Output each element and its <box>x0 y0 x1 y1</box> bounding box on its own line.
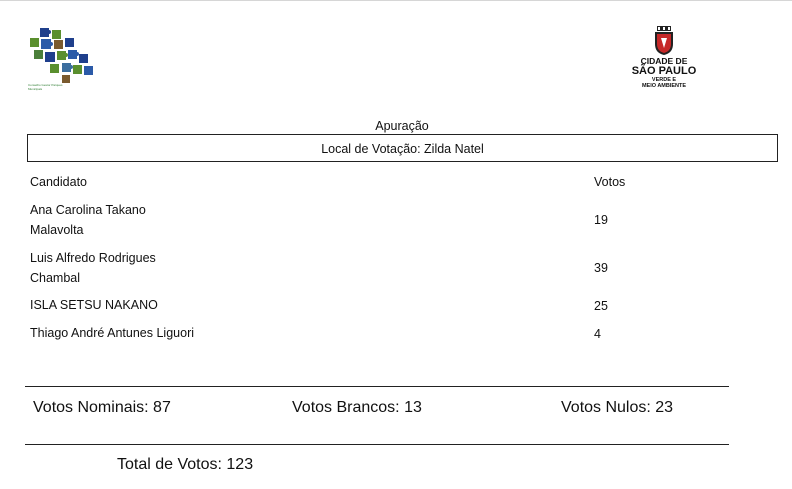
candidate-name <box>30 295 210 315</box>
total-votes: Total de Votos: 123 <box>117 456 254 473</box>
top-border <box>0 0 792 1</box>
divider-line <box>25 386 729 387</box>
candidate-name-line1: Luis Alfredo Rodrigues <box>30 251 156 265</box>
logo-caption: Conselho Gestor Parques Municipais <box>28 83 63 91</box>
candidate-name-line2: Chambal <box>30 271 81 285</box>
candidate-votes: 39 <box>594 261 608 275</box>
divider-line <box>25 444 729 445</box>
city-logo-line2: SÃO PAULO <box>631 65 697 77</box>
votes-column-header: Votos <box>594 175 626 189</box>
candidate-votes: 4 <box>594 327 601 341</box>
crest-icon <box>652 26 676 56</box>
nominal-votes: Votos Nominais: 87 <box>33 399 171 416</box>
candidate-name <box>30 323 210 343</box>
candidate-name-line1: ISLA SETSU NAKANO <box>30 298 158 312</box>
page-title: Apuração <box>375 119 429 133</box>
city-logo-line4: MEIO AMBIENTE <box>641 83 687 89</box>
candidate-column-header: Candidato <box>30 175 87 189</box>
city-logo-line3: VERDE E <box>651 77 677 83</box>
city-logo <box>628 26 700 89</box>
candidate-votes: 19 <box>594 213 608 227</box>
location-box <box>27 134 778 162</box>
candidate-votes: 25 <box>594 299 608 313</box>
candidate-name <box>30 200 210 240</box>
candidate-name <box>30 248 210 288</box>
city-logo-line1: CIDADE DE <box>640 56 688 66</box>
candidate-name-line1: Ana Carolina Takano <box>30 203 146 217</box>
candidate-name-line2: Malavolta <box>30 223 84 237</box>
null-votes: Votos Nulos: 23 <box>561 399 674 416</box>
blank-votes: Votos Brancos: 13 <box>292 399 422 416</box>
candidate-name-line1: Thiago André Antunes Liguori <box>30 326 195 340</box>
location-label: Local de Votação: Zilda Natel <box>321 142 484 156</box>
